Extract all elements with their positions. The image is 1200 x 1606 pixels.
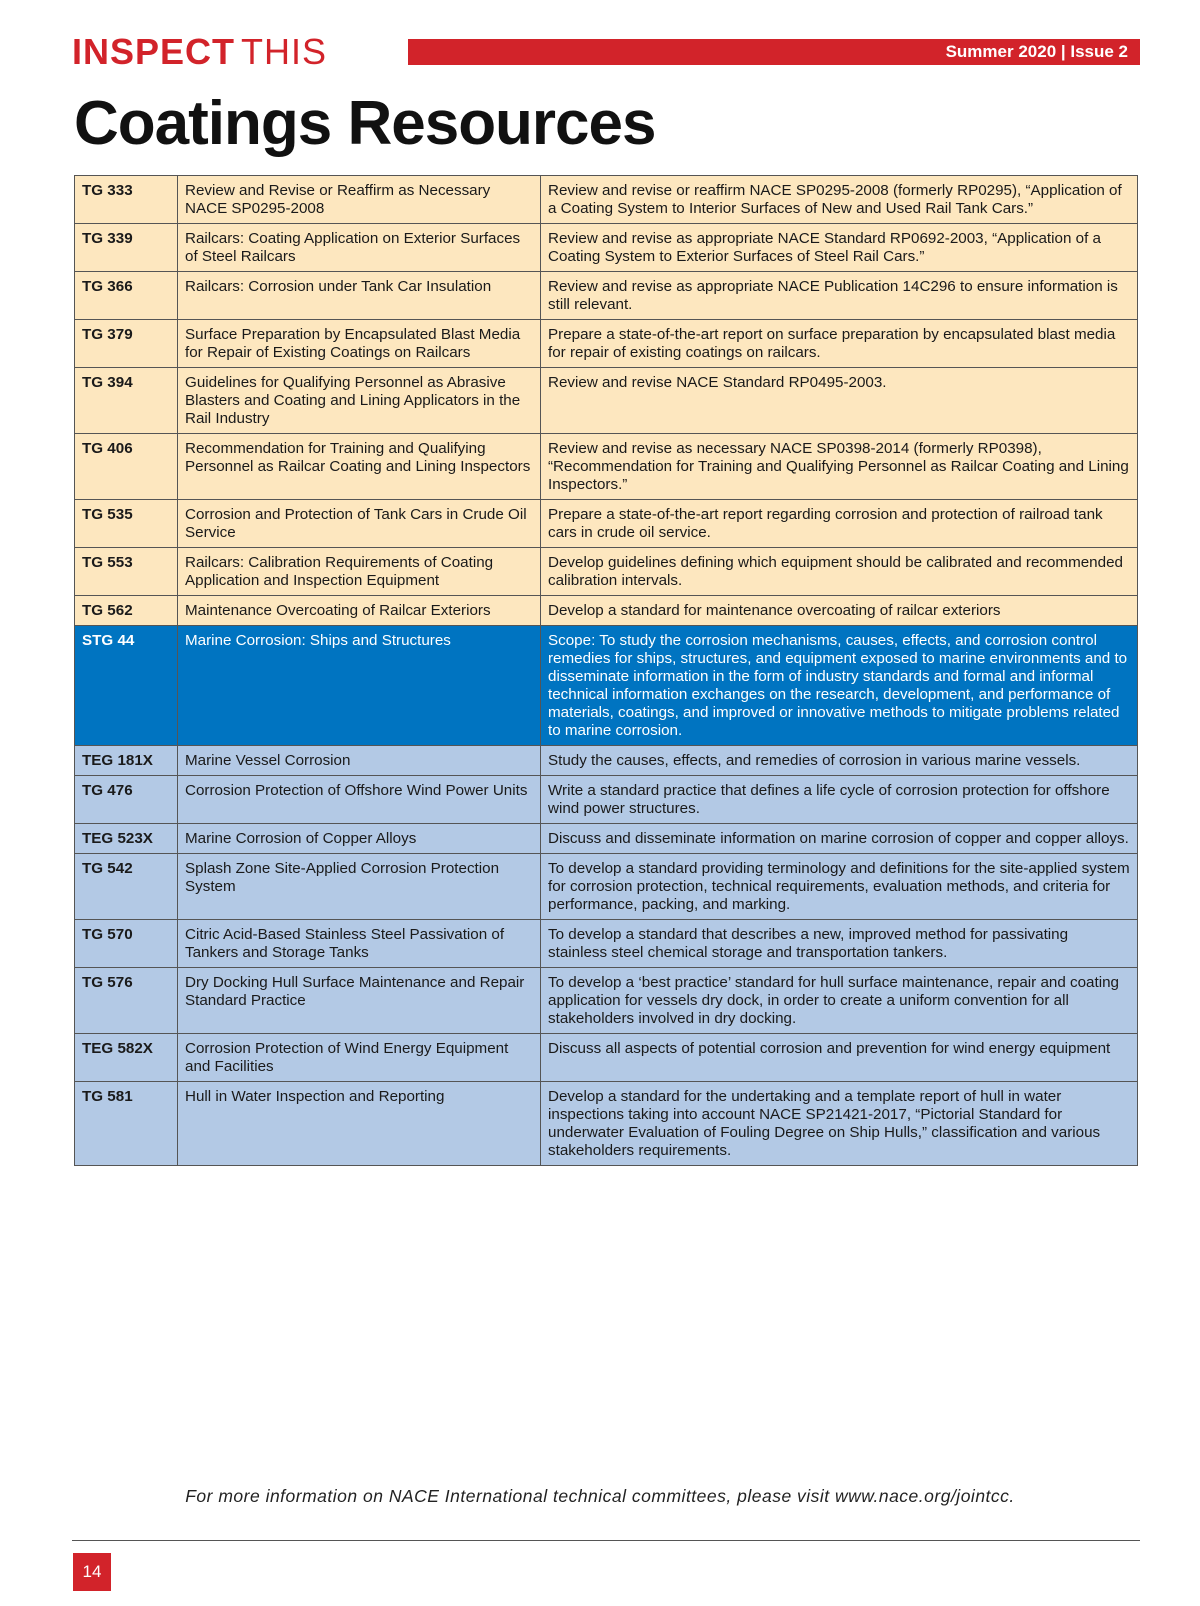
committee-title: Splash Zone Site-Applied Corrosion Protection System (178, 854, 541, 920)
committee-title: Railcars: Calibration Requirements of Coating Application and Inspection Equipment (178, 548, 541, 596)
page-title: Coatings Resources (74, 89, 656, 158)
issue-bar (408, 39, 1140, 65)
page-number: 14 (73, 1553, 111, 1591)
brand-light: THIS (241, 31, 328, 72)
footer-note: For more information on NACE International technical committees, please visit www.nace.org/jointcc. (185, 1486, 1015, 1506)
table-row (75, 854, 1138, 920)
committee-title: Dry Docking Hull Surface Maintenance and Repair Standard Practice (178, 968, 541, 1034)
table-row-stg (75, 626, 1138, 746)
table-row (75, 320, 1138, 368)
committee-description: To develop a standard providing terminology and definitions for the site-applied system for corrosion protection, technical requirements, evaluation methods, and criteria for performance, packing, and marking. (541, 854, 1138, 920)
committee-description: Review and revise NACE Standard RP0495-2003. (541, 368, 1138, 434)
committee-title: Citric Acid-Based Stainless Steel Passivation of Tankers and Storage Tanks (178, 920, 541, 968)
table-row (75, 824, 1138, 854)
committee-title: Hull in Water Inspection and Reporting (178, 1082, 541, 1166)
committee-description: Review and revise or reaffirm NACE SP0295-2008 (formerly RP0295), “Application of a Coating System to Interior Surfaces of New and Used Rail Tank Cars.” (541, 176, 1138, 224)
committee-code: TG 366 (75, 272, 178, 320)
committee-description: Review and revise as appropriate NACE Standard RP0692-2003, “Application of a Coating System to Exterior Surfaces of Steel Rail Cars.” (541, 224, 1138, 272)
committee-description: Review and revise as necessary NACE SP0398-2014 (formerly RP0398), “Recommendation for Training and Qualifying Personnel as Railcar Coating and Lining Inspectors.” (541, 434, 1138, 500)
committee-code: TG 339 (75, 224, 178, 272)
committee-code: TG 576 (75, 968, 178, 1034)
committee-title: Corrosion and Protection of Tank Cars in Crude Oil Service (178, 500, 541, 548)
committee-code: TG 333 (75, 176, 178, 224)
brand-logo (72, 31, 328, 72)
committee-title: Corrosion Protection of Wind Energy Equipment and Facilities (178, 1034, 541, 1082)
committee-code: TEG 523X (75, 824, 178, 854)
committee-title: Railcars: Coating Application on Exterior Surfaces of Steel Railcars (178, 224, 541, 272)
committee-description: Develop a standard for maintenance overcoating of railcar exteriors (541, 596, 1138, 626)
table-row (75, 434, 1138, 500)
committees-table (74, 175, 1138, 1166)
table-row (75, 548, 1138, 596)
committee-code: TEG 181X (75, 746, 178, 776)
committee-code: TG 476 (75, 776, 178, 824)
brand-bold: INSPECT (72, 31, 236, 72)
footer-divider (72, 1540, 1140, 1541)
committee-code: TG 562 (75, 596, 178, 626)
committee-code: TG 379 (75, 320, 178, 368)
table-row (75, 1082, 1138, 1166)
table-row (75, 176, 1138, 224)
committee-title: Corrosion Protection of Offshore Wind Power Units (178, 776, 541, 824)
committee-description: Discuss all aspects of potential corrosion and prevention for wind energy equipment (541, 1034, 1138, 1082)
committee-code: TG 535 (75, 500, 178, 548)
committee-title: Review and Revise or Reaffirm as Necessary NACE SP0295-2008 (178, 176, 541, 224)
table-row (75, 746, 1138, 776)
committee-description: Prepare a state-of-the-art report regarding corrosion and protection of railroad tank cars in crude oil service. (541, 500, 1138, 548)
committee-code: TG 581 (75, 1082, 178, 1166)
table-row (75, 968, 1138, 1034)
committee-title: Railcars: Corrosion under Tank Car Insulation (178, 272, 541, 320)
committee-code: TG 542 (75, 854, 178, 920)
committee-description: To develop a ‘best practice’ standard for hull surface maintenance, repair and coating application for vessels dry dock, in order to create a uniform convention for all stakeholders involved in dry docking. (541, 968, 1138, 1034)
table-row (75, 500, 1138, 548)
committee-description: Develop a standard for the undertaking and a template report of hull in water inspections taking into account NACE SP21421-2017, “Pictorial Standard for underwater Evaluation of Fouling Degree on Ship Hulls,” classification and various stakeholders requirements. (541, 1082, 1138, 1166)
committee-title: Guidelines for Qualifying Personnel as Abrasive Blasters and Coating and Lining Applicators in the Rail Industry (178, 368, 541, 434)
committee-title: Marine Corrosion of Copper Alloys (178, 824, 541, 854)
committee-description: Scope: To study the corrosion mechanisms, causes, effects, and corrosion control remedies for ships, structures, and equipment exposed to marine environments and to disseminate information in the form of industry standards and formal and informal technical information exchanges on the research, development, and performance of materials, coatings, and improved or innovative methods to mitigate problems related to marine corrosion. (541, 626, 1138, 746)
committee-description: Study the causes, effects, and remedies of corrosion in various marine vessels. (541, 746, 1138, 776)
issue-label: Summer 2020 | Issue 2 (945, 42, 1128, 61)
committee-description: Develop guidelines defining which equipment should be calibrated and recommended calibration intervals. (541, 548, 1138, 596)
table-row (75, 368, 1138, 434)
committee-description: Prepare a state-of-the-art report on surface preparation by encapsulated blast media for repair of existing coatings on railcars. (541, 320, 1138, 368)
committee-title: Recommendation for Training and Qualifying Personnel as Railcar Coating and Lining Inspectors (178, 434, 541, 500)
committee-title: Marine Vessel Corrosion (178, 746, 541, 776)
committee-description: Discuss and disseminate information on marine corrosion of copper and copper alloys. (541, 824, 1138, 854)
table-row (75, 1034, 1138, 1082)
committee-description: Write a standard practice that defines a life cycle of corrosion protection for offshore wind power structures. (541, 776, 1138, 824)
masthead (72, 31, 1140, 72)
committee-title: Marine Corrosion: Ships and Structures (178, 626, 541, 746)
committee-title: Surface Preparation by Encapsulated Blast Media for Repair of Existing Coatings on Railcars (178, 320, 541, 368)
committee-description: To develop a standard that describes a new, improved method for passivating stainless steel chemical storage and transportation tankers. (541, 920, 1138, 968)
committee-description: Review and revise as appropriate NACE Publication 14C296 to ensure information is still relevant. (541, 272, 1138, 320)
committee-code: TG 394 (75, 368, 178, 434)
table-row (75, 920, 1138, 968)
committee-title: Maintenance Overcoating of Railcar Exteriors (178, 596, 541, 626)
committee-code: TG 570 (75, 920, 178, 968)
committee-code: STG 44 (75, 626, 178, 746)
table-row (75, 596, 1138, 626)
table-row (75, 776, 1138, 824)
table-row (75, 224, 1138, 272)
committee-code: TEG 582X (75, 1034, 178, 1082)
committee-code: TG 553 (75, 548, 178, 596)
table-row (75, 272, 1138, 320)
committee-code: TG 406 (75, 434, 178, 500)
